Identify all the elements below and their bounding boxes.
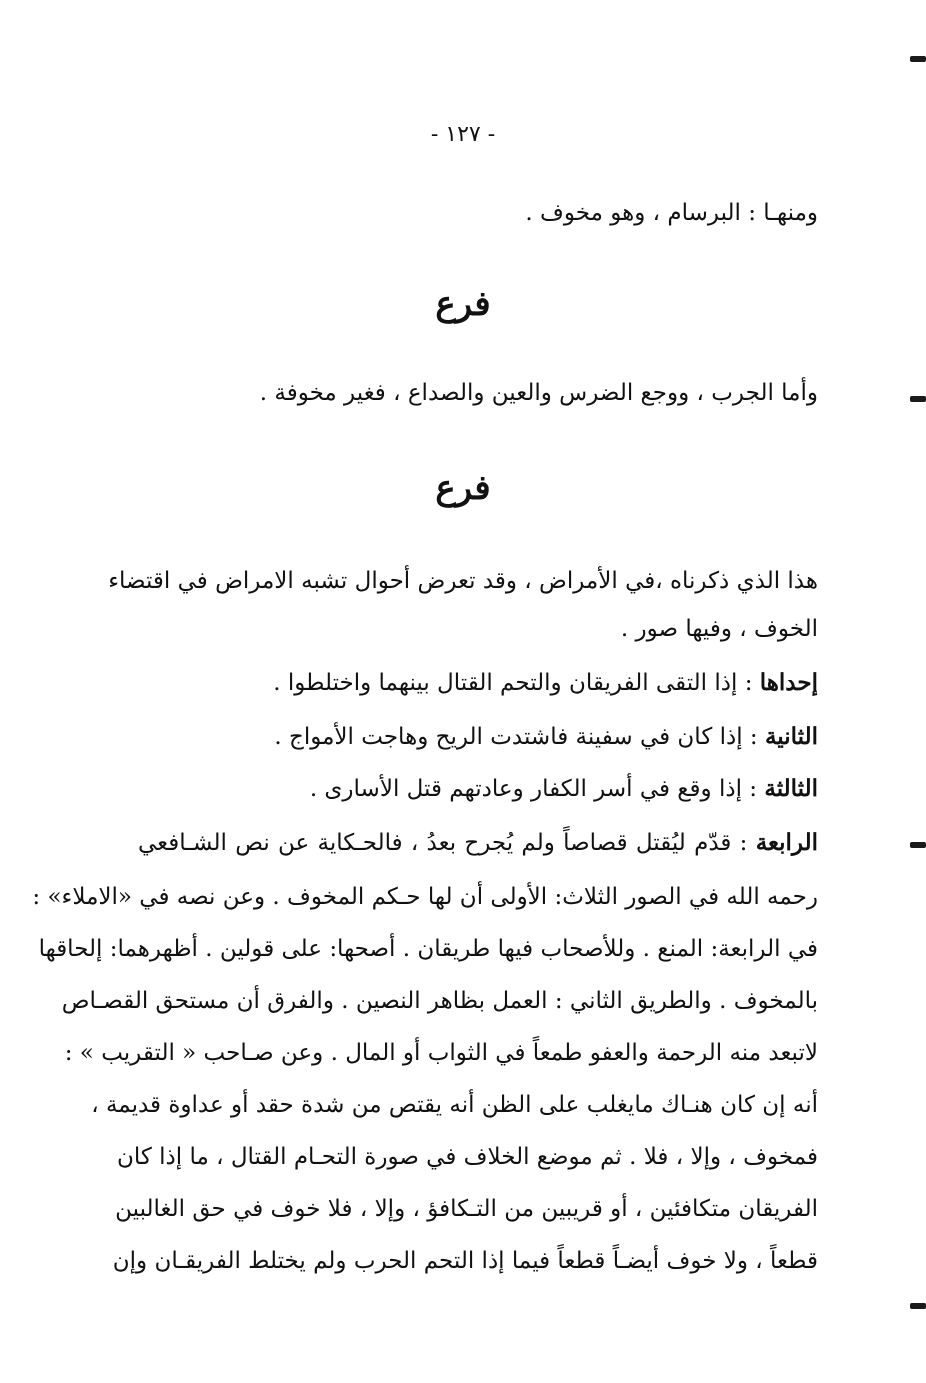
text-line: وأما الجرب ، ووجع الضرس والعين والصداع ، فغير مخوفة . [259, 380, 818, 406]
page-edge-mark [910, 1303, 926, 1309]
page-edge-mark [910, 396, 926, 402]
item-text: : إذا وقع في أسر الكفار وعادتهم قتل الأسارى . [309, 776, 758, 802]
list-item [273, 666, 818, 700]
list-item [274, 720, 818, 754]
text-line: في الرابعة: المنع . وللأصحاب فيها طريقان . أصحها: على قولين . أظهرهما: إلحاقها [38, 936, 818, 962]
item-text: : إذا كان في سفينة فاشتدت الريح وهاجت الأمواج . [274, 724, 758, 750]
text-line: لاتبعد منه الرحمة والعفو طمعاً في الثواب أو المال . وعن صـاحب « التقريب » : [64, 1040, 818, 1066]
item-label: إحداها [759, 669, 818, 696]
text-line: ومنهـا : البرسام ، وهو مخوف . [525, 200, 818, 226]
item-label: الثانية [764, 723, 818, 750]
item-text: : قدّم ليُقتل قصاصاً ولم يُجرح بعدُ ، فالحـكاية عن نص الشـافعي [138, 830, 748, 856]
section-heading: فرع [435, 284, 491, 324]
text-line: بالمخوف . والطريق الثاني : العمل بظاهر النصين . والفرق أن مستحق القصـاص [61, 988, 818, 1014]
item-label: الثالثة [764, 775, 818, 802]
text-line: الخوف ، وفيها صور . [620, 616, 818, 642]
text-line: قطعاً ، ولا خوف أيضـاً قطعاً فيما إذا التحم الحرب ولم يختلط الفريقـان وإن [112, 1248, 818, 1274]
page-edge-mark [910, 56, 926, 62]
text-line: رحمه الله في الصور الثلاث: الأولى أن لها حـكم المخوف . وعن نصه في «الاملاء» : [32, 884, 818, 910]
text-line: الفريقان متكافئين ، أو قريبين من التـكافؤ ، وإلا ، فلا خوف في حق الغالبين [115, 1196, 818, 1222]
text-line [138, 826, 818, 860]
section-heading: فرع [435, 468, 491, 508]
item-label: الرابعة [755, 829, 818, 856]
item-text: : إذا التقى الفريقان والتحم القتال بينهما واختلطوا . [273, 670, 753, 696]
page-number: - ١٢٧ - [430, 122, 496, 147]
page-edge-mark [910, 842, 926, 848]
list-item [310, 772, 818, 806]
text-line: أنه إن كان هنـاك مايغلب على الظن أنه يقتص من شدة حقد أو عداوة قديمة ، [91, 1092, 818, 1118]
text-line: فمخوف ، وإلا ، فلا . ثم موضع الخلاف في صورة التحـام القتال ، ما إذا كان [116, 1144, 818, 1170]
text-line: هذا الذي ذكرناه ،في الأمراض ، وقد تعرض أحوال تشبه الامراض في اقتضاء [108, 568, 818, 594]
